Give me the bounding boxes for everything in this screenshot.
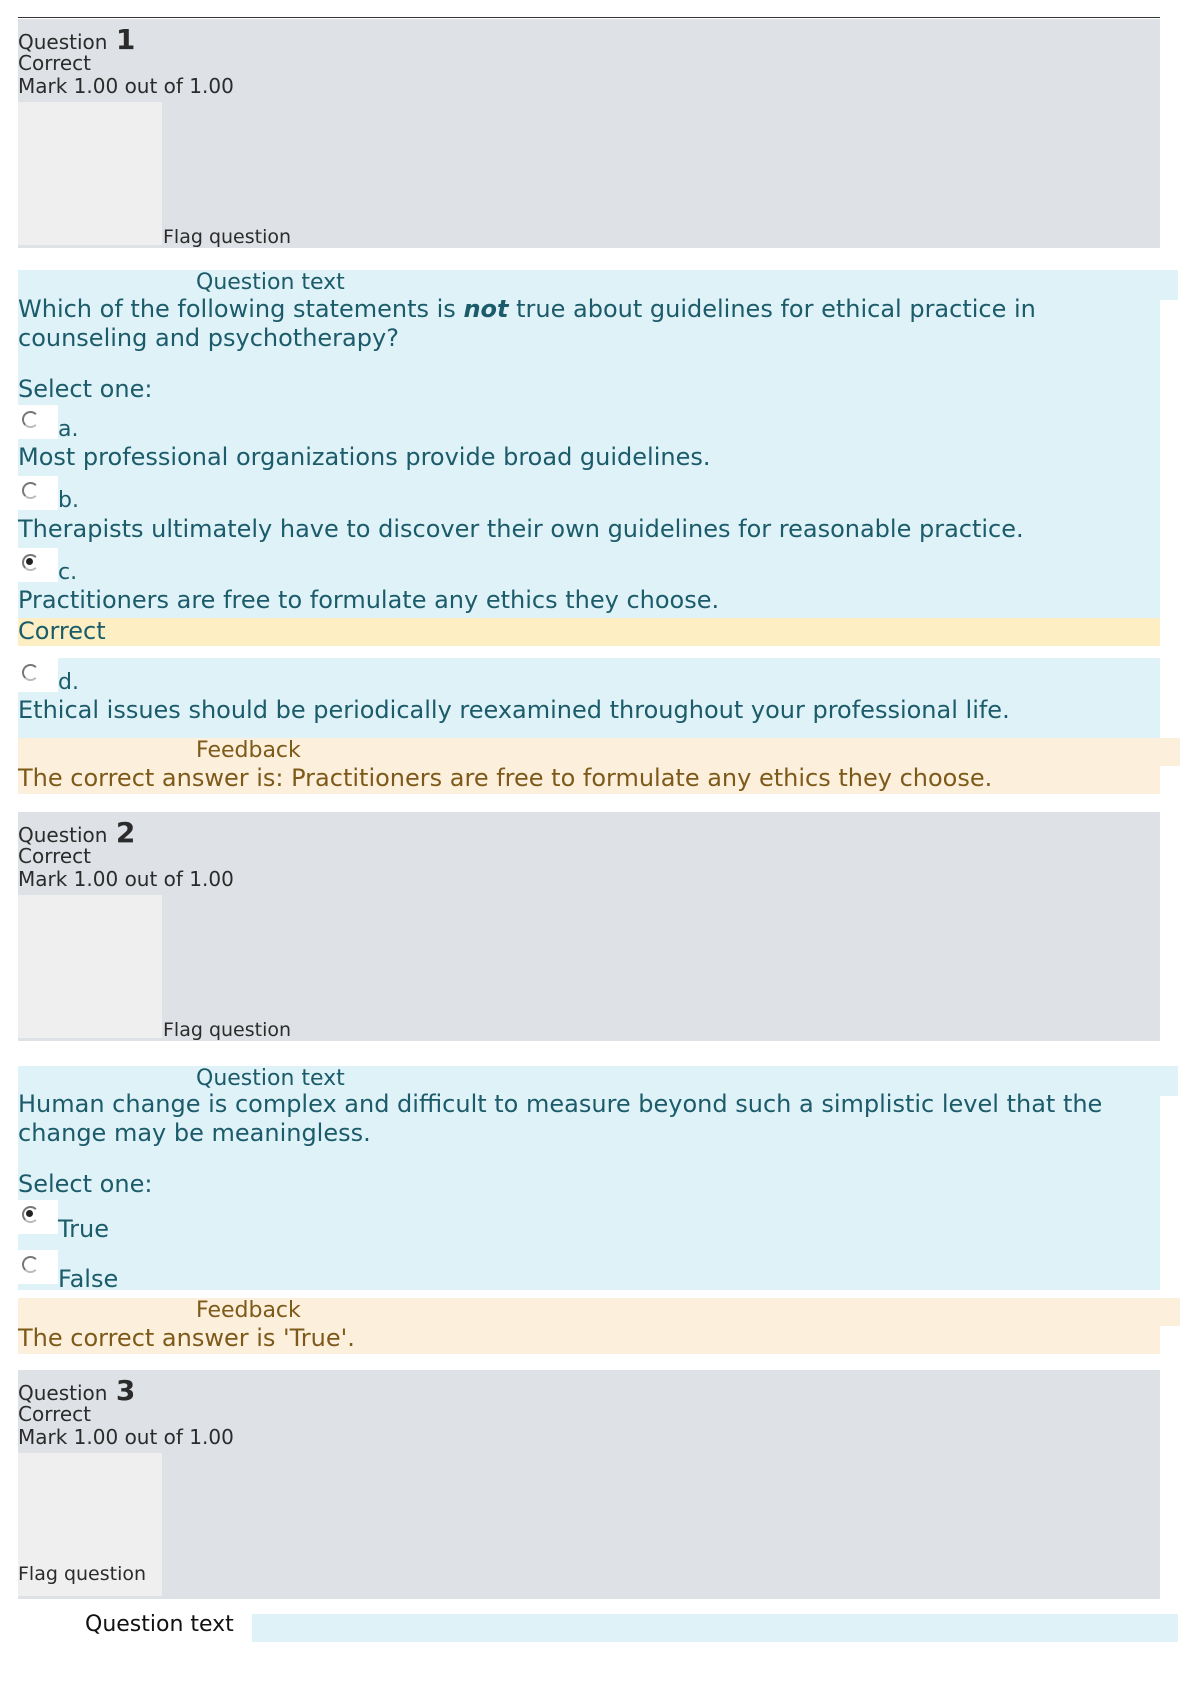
correct-badge	[18, 618, 1160, 646]
flag-icon[interactable]	[18, 102, 162, 245]
feedback-text: The correct answer is 'True'.	[18, 1324, 355, 1352]
option-d-text[interactable]: Ethical issues should be periodically reexamined throughout your professional life.	[18, 696, 1010, 724]
correct-text: Correct	[18, 617, 106, 645]
question-3-info	[18, 1370, 1160, 1599]
question-number: 1	[115, 23, 136, 56]
flag-question-link[interactable]: Flag question	[18, 1563, 147, 1585]
question-1-text: Which of the following statements is not true about guidelines for ethical practice in counseling and psychotherapy?	[18, 295, 1036, 352]
option-false-radio[interactable]	[18, 1250, 58, 1284]
question-1-info	[18, 19, 1160, 248]
feedback-2-header	[18, 1298, 1180, 1326]
option-d-radio[interactable]	[18, 658, 58, 692]
feedback-label: Feedback	[196, 738, 301, 763]
flag-icon[interactable]	[18, 895, 162, 1038]
option-c-radio[interactable]	[18, 548, 58, 582]
question-number: 2	[115, 816, 136, 849]
question-3-text-header	[252, 1614, 1178, 1642]
option-true-label[interactable]: True	[58, 1215, 109, 1243]
feedback-text: The correct answer is: Practitioners are free to formulate any ethics they choose.	[18, 764, 993, 792]
option-false-label[interactable]: False	[58, 1265, 119, 1293]
top-divider	[18, 17, 1160, 18]
option-gap	[18, 646, 1160, 658]
question-2-info	[18, 812, 1160, 1041]
option-a-radio[interactable]	[18, 405, 58, 439]
option-true-radio[interactable]	[18, 1200, 58, 1234]
question-number: 3	[115, 1374, 136, 1407]
question-label: Question	[18, 823, 108, 847]
question-mark: Mark 1.00 out of 1.00	[18, 1425, 234, 1449]
question-label: Question	[18, 30, 108, 54]
flag-question-link[interactable]: Flag question	[163, 1019, 292, 1041]
question-state: Correct	[18, 51, 91, 75]
option-b-letter: b.	[58, 488, 79, 513]
option-a-text[interactable]: Most professional organizations provide broad guidelines.	[18, 443, 711, 471]
question-label: Question	[18, 1381, 108, 1405]
question-state: Correct	[18, 1402, 91, 1426]
select-one-prompt: Select one:	[18, 1170, 153, 1198]
feedback-label: Feedback	[196, 1298, 301, 1323]
question-text-label: Question text	[196, 270, 345, 295]
select-one-prompt: Select one:	[18, 375, 153, 403]
option-d-letter: d.	[58, 670, 79, 695]
question-text-label: Question text	[85, 1612, 234, 1637]
option-b-radio[interactable]	[18, 476, 58, 510]
option-c-letter: c.	[58, 560, 78, 585]
question-state: Correct	[18, 844, 91, 868]
flag-question-link[interactable]: Flag question	[163, 226, 292, 248]
question-2-text: Human change is complex and difficult to measure beyond such a simplistic level that the change may be meaningless.	[18, 1090, 1103, 1147]
question-text-label: Question text	[196, 1066, 345, 1091]
option-a-letter: a.	[58, 417, 79, 442]
feedback-1-header	[18, 738, 1180, 766]
option-c-text[interactable]: Practitioners are free to formulate any ethics they choose.	[18, 586, 720, 614]
question-mark: Mark 1.00 out of 1.00	[18, 867, 234, 891]
option-b-text[interactable]: Therapists ultimately have to discover their own guidelines for reasonable practice.	[18, 515, 1024, 543]
question-mark: Mark 1.00 out of 1.00	[18, 74, 234, 98]
